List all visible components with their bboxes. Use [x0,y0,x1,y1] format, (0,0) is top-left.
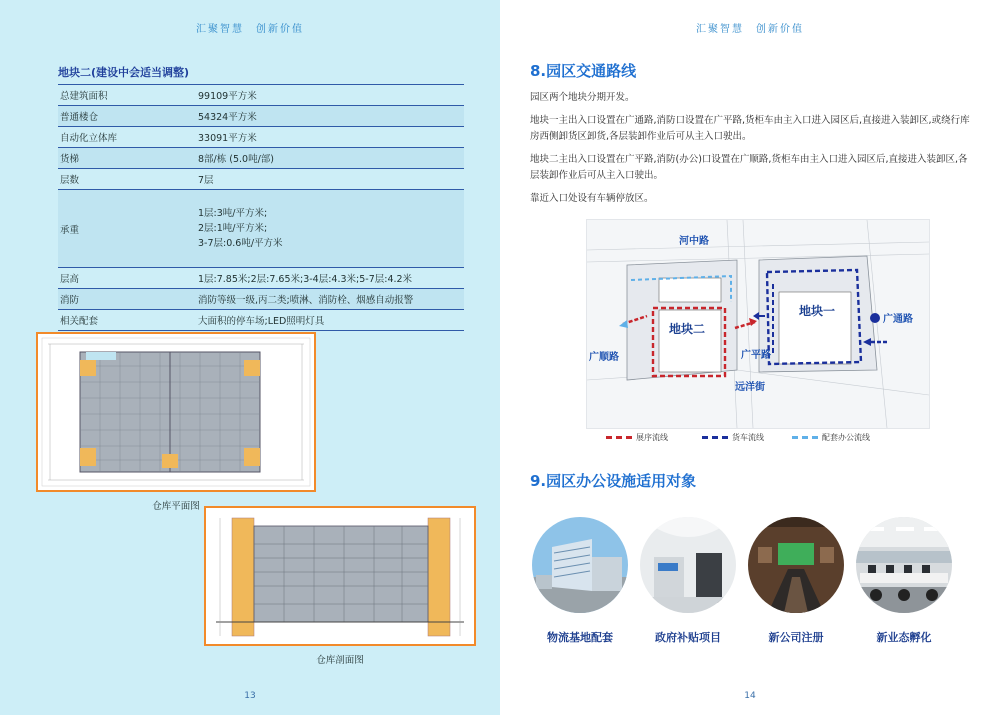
government-office-photo [640,517,736,613]
page-number: 13 [244,691,256,701]
table-row [58,190,464,268]
label-hezhong-road: 河中路 [679,236,709,247]
page-number: 14 [744,691,756,701]
label-guangping-road: 广平路 [741,350,771,361]
section-9-title: 9.园区办公设施适用对象 [530,472,697,490]
legend-swatch-lightblue [792,436,818,439]
floor-plan-caption: 仓库平面图 [152,501,200,512]
traffic-route-map [586,219,930,429]
object-label-new-company: 新公司注册 [768,631,824,644]
row-value: 8部/栋 (5.0吨/部) [198,154,274,165]
label-plot2: 地块二 [669,322,706,336]
table-row [58,289,464,310]
row-key: 消防 [60,295,80,306]
row-key: 层数 [60,175,80,186]
table-row [58,148,464,169]
legend-label: 展序流线 [636,433,668,442]
spec-table [58,84,464,331]
row-value: 1层:7.85米;2层:7.65米;3-4层:4.3米;5-7层:4.2米 [198,274,413,285]
header-slogan: 汇聚智慧 创新价值 [196,24,304,35]
row-value-line: 1层:3吨/平方米; [198,208,268,219]
label-guangtong-road: 广通路 [883,314,913,325]
table-row [58,85,464,106]
conference-room-photo [748,517,844,613]
legend-swatch-blue [702,436,728,439]
label-guangshun-road: 广顺路 [589,352,619,363]
table-title: 地块二(建设中会适当调整) [58,66,190,79]
section-drawing-caption: 仓库剖面图 [316,655,364,666]
row-key: 货梯 [60,154,80,165]
table-row [58,127,464,148]
paragraph-parking: 靠近入口处设有车辆停放区。 [530,193,654,204]
open-office-photo [856,517,952,613]
legend-item [606,432,668,443]
row-key: 层高 [60,274,80,285]
legend-swatch-red [606,436,632,439]
paragraph-plot1: 地块一主出入口设置在广通路,消防口设置在广平路,货柜车由主入口进入园区后,直接进入装卸区,或绕行库房西侧卸货区卸货,各层装卸作业后可从主入口驶出。 [530,115,970,142]
section-8-title: 8.园区交通路线 [530,62,637,80]
label-yuanyang-street: 远洋街 [735,382,765,393]
object-label-government: 政府补贴项目 [655,631,721,644]
row-value: 大面积的停车场;LED照明灯具 [198,316,325,327]
paragraph-intro: 园区两个地块分期开发。 [530,92,635,103]
warehouse-section-drawing [204,506,476,646]
object-label-incubation: 新业态孵化 [876,631,932,644]
row-value-line: 2层:1吨/平方米; [198,223,268,234]
legend-item [792,432,870,443]
right-page [500,0,1000,715]
warehouse-floor-plan [36,332,316,492]
header-slogan: 汇聚智慧 创新价值 [696,24,804,35]
row-key: 相关配套 [60,316,99,327]
row-key: 普通楼仓 [60,112,99,123]
legend-item [702,432,764,443]
row-key: 总建筑面积 [60,91,108,102]
table-row [58,106,464,127]
row-value: 消防等级一级,丙二类;喷淋、消防栓、烟感自动报警 [198,295,414,306]
logistics-building-photo [532,517,628,613]
row-value: 7层 [198,175,214,186]
table-row [58,268,464,289]
object-label-logistics: 物流基地配套 [547,631,613,644]
legend-label: 配套办公流线 [822,433,870,442]
row-value: 54324平方米 [198,112,257,123]
row-value: 33091平方米 [198,133,257,144]
table-row [58,310,464,331]
label-plot1: 地块一 [799,304,836,318]
row-key: 承重 [60,224,80,236]
row-value: 99109平方米 [198,91,257,102]
legend-label: 货车流线 [732,433,764,442]
row-key: 自动化立体库 [60,133,118,144]
table-row [58,169,464,190]
row-value-line: 3-7层:0.6吨/平方米 [198,238,283,249]
row-value [196,190,464,268]
paragraph-plot2: 地块二主出入口设置在广平路,消防(办公)口设置在广顺路,货柜车由主入口进入园区后,直接进入装卸区,各层装卸作业后可从主入口驶出。 [530,154,968,181]
